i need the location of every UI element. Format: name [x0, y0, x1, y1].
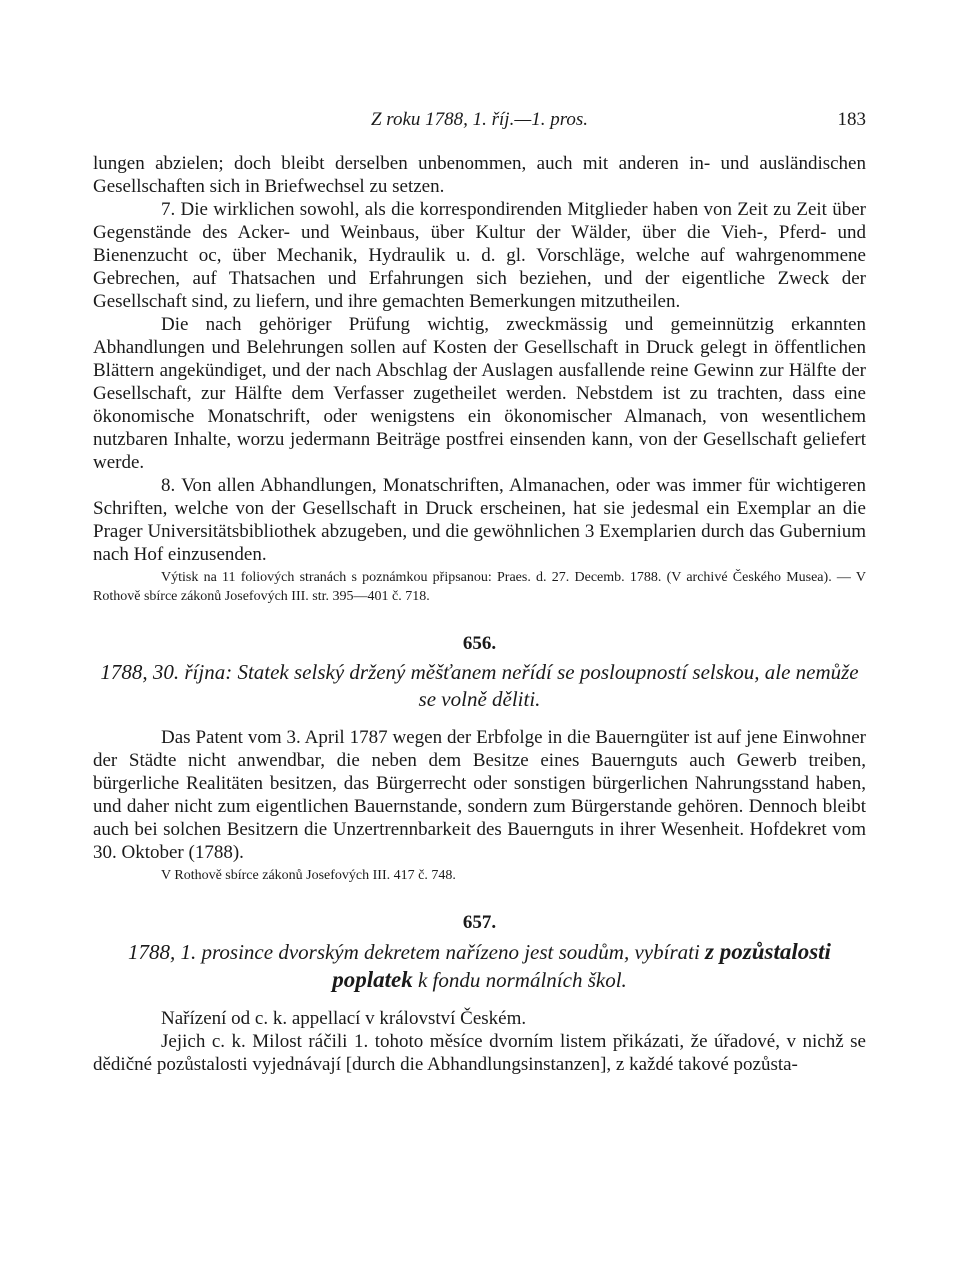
document-number-657: 657.: [462, 912, 497, 933]
document-heading-656: 1788, 30. října: Statek selský držený měšťanem neřídí se posloupností selskou, ale nemůže se volně děliti.: [100, 660, 859, 711]
document-page: [93, 104, 866, 1076]
document-heading-657: [93, 938, 866, 994]
heading-lead-657: 1788, 1. prosince dvorským dekretem nařízeno jest soudům, vybírati: [128, 940, 700, 964]
document-number-656: 656.: [462, 633, 497, 654]
heading-emphasis-657: z pozůstalosti poplatek: [332, 939, 831, 992]
document-body-656: Das Patent vom 3. April 1787 wegen der Erbfolge in die Bauerngüter ist auf jene Einwohner der Städte nicht anwendbar, die neben dem Besitze eines Bauernguts auch Gewerb treiben, bürgerliche Realitäten besitzen, das Bürgerrecht oder sonstigen bürgerlichen Nahrungsstand haben, und daher nicht zum eigentlichen Bauernstande, sondern zum Bürgerstande gehören. Dennoch bleibt auch bei solchen Besitzern die Unzertrennbarkeit des Bauernguts in ihrer Wesenheit. Hofdekret vom 30. Oktober (1788).: [93, 727, 866, 863]
heading-tail-657: k fondu normálních škol.: [417, 968, 627, 992]
paragraph-article-8: 8. Von allen Abhandlungen, Monatschriften, Almanachen, oder was immer für wichtigeren Schriften, welche von der Gesellschaft in Druck erscheinen, hat sie jedesmal ein Exemplar an die Prager Universitätsbibliothek abzugeben, und die gewöhnlichen 3 Exemplarien durch das Gubernium nach Hof einzusenden.: [93, 475, 866, 565]
paragraph-publication: Die nach gehöriger Prüfung wichtig, zweckmässig und gemeinnützig erkannten Abhandlungen und Belehrungen sollen auf Kosten der Gesellschaft in Druck gelegt in öffentlichen Blättern angekündiget, und der nach Abschlag der Auslagen ausfallende reine Gewinn zur Hälfte der Gesellschaft, zur Hälfte dem Verfasser zugetheilet werden. Nebstdem ist zu trachten, dass eine ökonomische Monatschrift, oder wenigstens ein ökonomischer Almanach, von wesentlichem nutzbaren Inhalte, worzu jedermann Beiträge postfrei einsenden kann, von der Gesellschaft geliefert werde.: [93, 314, 866, 473]
paragraph-article-7: 7. Die wirklichen sowohl, als die korrespondirenden Mitglieder haben von Zeit zu Zeit über Gegenstände des Acker- und Weinbaus, über Kultur der Wälder, über die Vieh-, Pferd- und Bienenzucht oc, über Mechanik, Hydraulik u. d. gl. Vorschläge, welche auf wahrgenommene Gebrechen, auf Thatsachen und Erfahrungen sich beziehen, und der eigentliche Zweck der Gesellschaft sind, zu liefern, und ihre gemachten Bemerkungen mitzutheilen.: [93, 199, 866, 312]
source-note: Výtisk na 11 foliových stranách s poznámkou připsanou: Praes. d. 27. Decemb. 1788. (V archivé Českého Musea). — V Rothově sbírce zákonů Josefových III. str. 395—401 č. 718.: [93, 570, 866, 604]
source-note-656: V Rothově sbírce zákonů Josefových III. 417 č. 748.: [161, 868, 456, 883]
document-body-657: Jejich c. k. Milost ráčili 1. tohoto měsíce dvorním listem přikázati, že úřadové, v nichž se dědičné pozůstalosti vyjednávají [durch die Abhandlungsinstanzen], z každé takové pozůsta-: [93, 1031, 866, 1075]
running-title: Z roku 1788, 1. říj.—1. pros.: [370, 109, 589, 130]
paragraph-continuation: lungen abzielen; doch bleibt derselben unbenommen, auch mit anderen in- und ausländischen Gesellschaften sich in Briefwechsel zu setzen.: [93, 153, 866, 197]
page-number: 183: [837, 109, 866, 130]
running-header: [93, 104, 866, 130]
document-intro-657: Nařízení od c. k. appellací v království Českém.: [161, 1008, 527, 1029]
